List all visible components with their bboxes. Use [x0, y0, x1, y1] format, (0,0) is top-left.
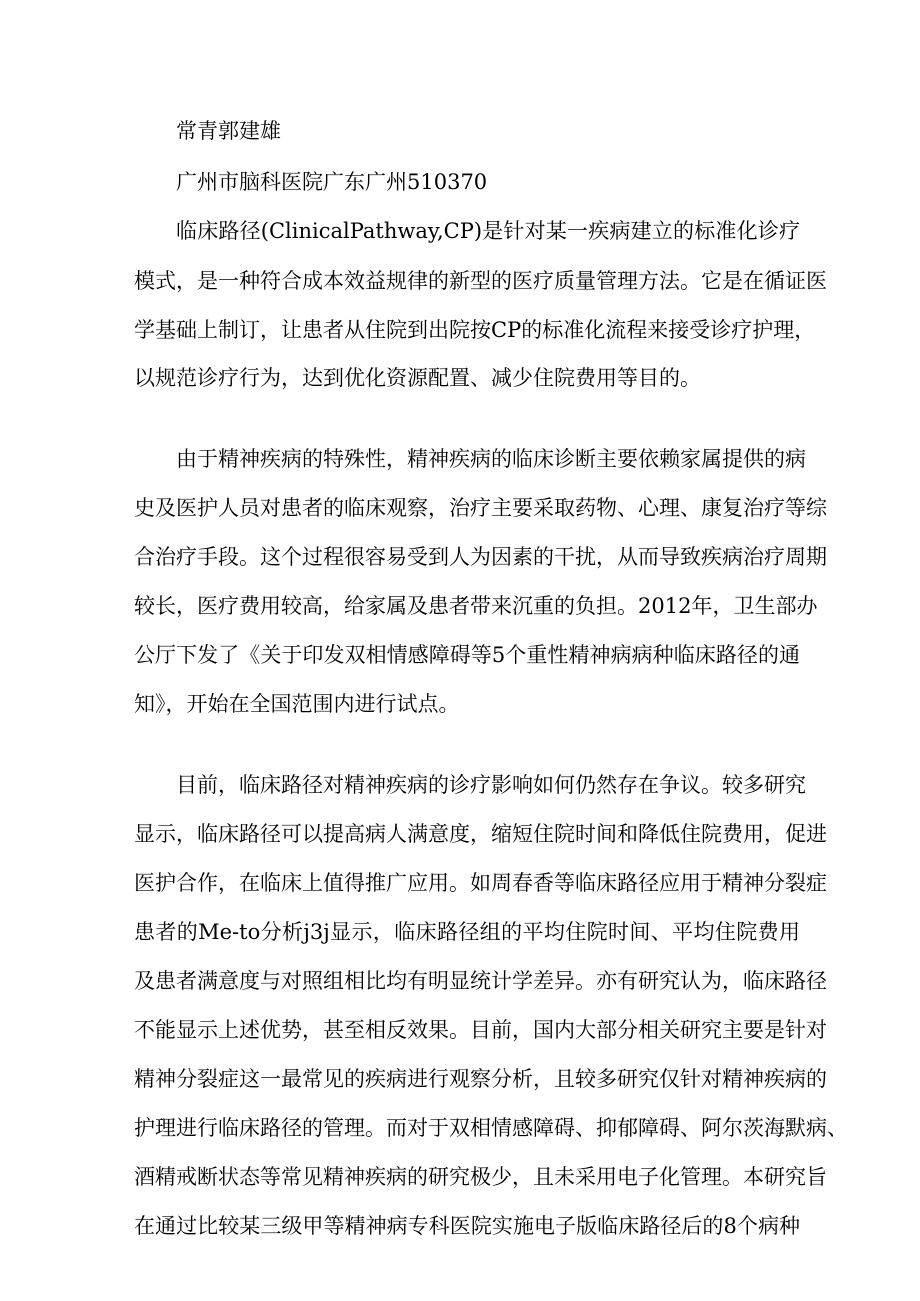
paragraph-1-line-1: 临床路径(ClinicalPathway,CP)是针对某一疾病建立的标准化诊疗 — [176, 219, 800, 243]
affiliation: 广州市脑科医院广东广州510370 — [176, 170, 488, 194]
paragraph-2-line-5: 公厅下发了《关于印发双相情感障碍等5个重性精神病病种临床路径的通 — [134, 643, 800, 667]
paragraph-1-line-3: 学基础上制订，让患者从住院到出院按CP的标准化流程来接受诊疗护理， — [134, 318, 816, 342]
paragraph-3-line-1: 目前，临床路径对精神疾病的诊疗影响如何仍然存在争议。较多研究 — [176, 773, 806, 797]
paragraph-2-line-6: 知》，开始在全国范围内进行试点。 — [134, 692, 460, 716]
paragraph-3-line-2: 显示，临床路径可以提高病人满意度，缩短住院时间和降低住院费用，促进 — [134, 822, 827, 846]
paragraph-2-line-3: 合治疗手段。这个过程很容易受到人为因素的干扰，从而导致疾病治疗周期 — [134, 545, 827, 569]
paragraph-1-line-4: 以规范诊疗行为，达到优化资源配置、减少住院费用等目的。 — [134, 366, 701, 390]
paragraph-3-line-9: 酒精戒断状态等常见精神疾病的研究极少，且未采用电子化管理。本研究旨 — [134, 1165, 827, 1189]
paragraph-2-line-2: 史及医护人员对患者的临床观察，治疗主要采取药物、心理、康复治疗等综 — [134, 496, 827, 520]
paragraph-3-line-8: 护理进行临床路径的管理。而对于双相情感障碍、抑郁障碍、阿尔茨海默病、 — [134, 1116, 848, 1140]
paragraph-1-line-2: 模式，是一种符合成本效益规律的新型的医疗质量管理方法。它是在循证医 — [134, 269, 827, 293]
paragraph-3-line-3: 医护合作，在临床上值得推广应用。如周春香等临床路径应用于精神分裂症 — [134, 871, 827, 895]
paragraph-3-line-7: 精神分裂症这一最常见的疾病进行观察分析，且较多研究仅针对精神疾病的 — [134, 1067, 827, 1091]
paragraph-3-line-6: 不能显示上述优势，甚至相反效果。目前，国内大部分相关研究主要是针对 — [134, 1018, 827, 1042]
paragraph-2-line-1: 由于精神疾病的特殊性，精神疾病的临床诊断主要依赖家属提供的病 — [176, 447, 806, 471]
paragraph-3-line-4: 患者的Me-to分析j3j显示，临床路径组的平均住院时间、平均住院费用 — [134, 920, 800, 944]
paragraph-2-line-4: 较长，医疗费用较高，给家属及患者带来沉重的负担。2012年，卫生部办 — [134, 594, 818, 618]
authors: 常青郭建雄 — [176, 119, 281, 143]
paragraph-3-line-10: 在通过比较某三级甲等精神病专科医院实施电子版临床路径后的8个病种 — [134, 1214, 800, 1238]
paragraph-3-line-5: 及患者满意度与对照组相比均有明显统计学差异。亦有研究认为，临床路径 — [134, 969, 827, 993]
